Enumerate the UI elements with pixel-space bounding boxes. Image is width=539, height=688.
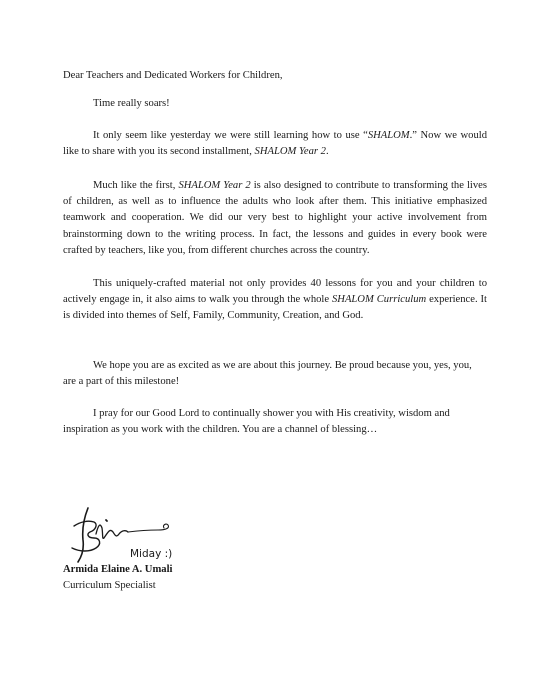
paragraph-3-part-a: Much like the first, [93, 180, 179, 191]
paragraph-2 [63, 128, 487, 160]
paragraph-4-part-a: This uniquely-crafted material not only provides 40 lessons for you and your children to actively engage in, it also aims to walk you through the whole [63, 278, 487, 306]
paragraph-4-emphasis: SHALOM Curriculum [332, 294, 427, 306]
signer-title: Curriculum Specialist [63, 580, 156, 591]
salutation: Dear Teachers and Dedicated Workers for Children, [63, 70, 283, 81]
handwritten-signature [66, 504, 216, 566]
paragraph-1 [63, 96, 487, 112]
paragraph-1-text: Time really soars! [93, 98, 170, 109]
paragraph-2-part-b: .” Now we would like to share with you its second installment, [63, 130, 487, 158]
paragraph-2-emphasis-2: SHALOM Year 2 [254, 146, 326, 158]
paragraph-6-text: I pray for our Good Lord to continually shower you with His creativity, wisdom and inspiration as you work with the children. You are a channel of blessing… [63, 408, 450, 436]
paragraph-5 [63, 358, 487, 390]
paragraph-2-text [63, 128, 487, 160]
paragraph-3 [63, 178, 487, 259]
paragraph-5-text: We hope you are as excited as we are about this journey. Be proud because you, yes, you, are a part of this milestone! [63, 360, 472, 388]
paragraph-3-text [63, 178, 487, 259]
paragraph-4-text [63, 276, 487, 325]
paragraph-4-part-b: experience. It is divided into themes of Self, Family, Community, Creation, and God. [63, 294, 487, 322]
paragraph-2-part-a: It only seem like yesterday we were still learning how to use “ [93, 130, 368, 141]
paragraph-2-emphasis-1: SHALOM [367, 130, 410, 141]
signer-name: Armida Elaine A. Umali [63, 564, 173, 575]
paragraph-4 [63, 276, 487, 325]
signature-handwriting: Miday :) [130, 548, 173, 560]
paragraph-6 [63, 406, 487, 438]
paragraph-3-emphasis: SHALOM Year 2 [178, 180, 251, 191]
paragraph-2-part-c: . [325, 146, 329, 158]
paragraph-3-part-b: is also designed to contribute to transforming the lives of children, as well as to influence the adults who look after them. This initiative emphasized teamwork and cooperation. We did our very best to highlight your active involvement from brainstorming down to the writing process. In fact, the lessons and guides in every book were crafted by teachers, like you, from different churches across the country. [63, 180, 487, 256]
